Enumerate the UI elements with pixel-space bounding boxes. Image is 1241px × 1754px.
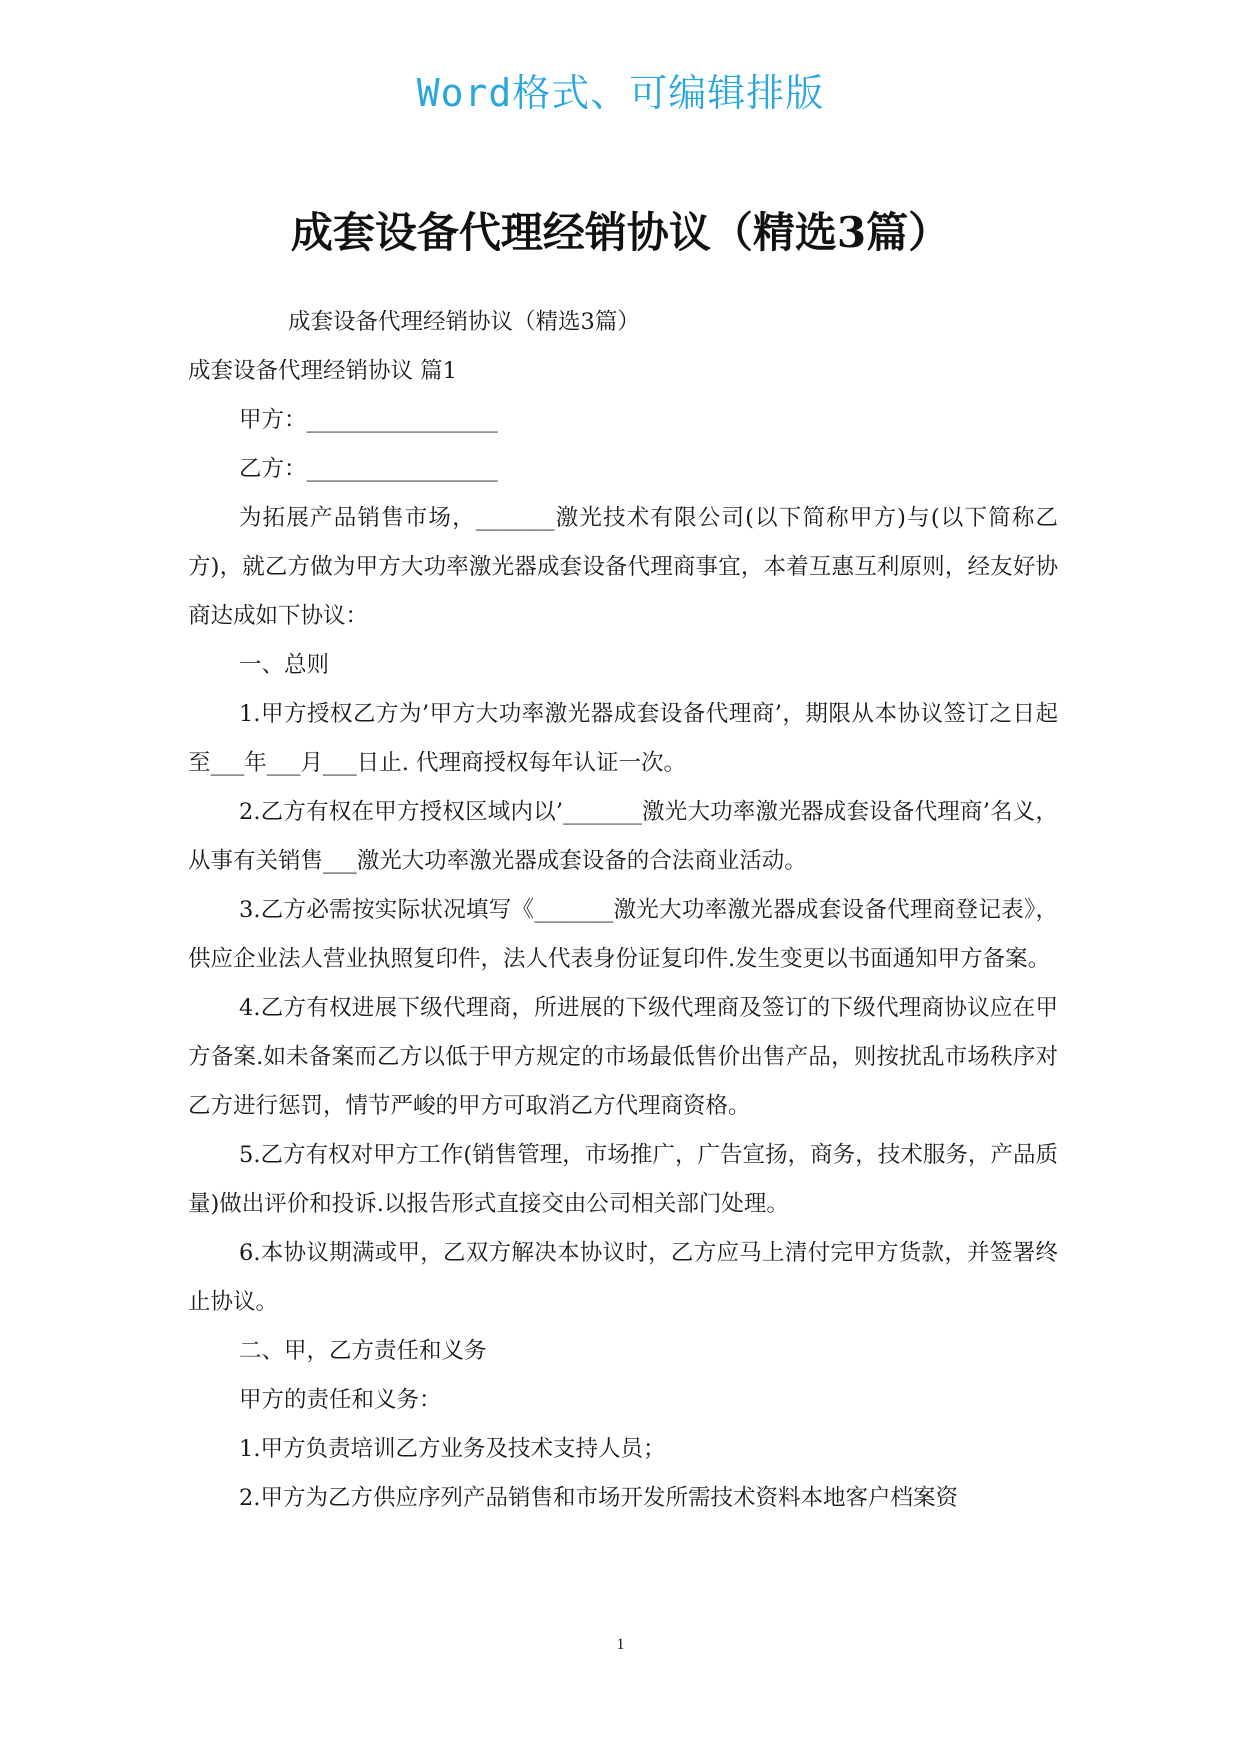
document-title: 成套设备代理经销协议（精选3篇） — [290, 208, 951, 257]
page-number: 1 — [616, 1636, 625, 1653]
document-body — [188, 298, 1058, 1523]
heading-general: 一、总则 — [239, 652, 330, 678]
document-subtitle: 成套设备代理经销协议（精选3篇） — [288, 309, 640, 335]
party-b-line: 乙方：_________________ — [239, 456, 498, 482]
clause-2: 2.乙方有权在甲方授权区域内以’_______激光大功率激光器成套设备代理商’名义，从事有关销售___激光大功率激光器成套设备的合法商业活动。 — [188, 799, 1058, 874]
clause-6: 6.本协议期满或甲，乙双方解决本协议时，乙方应马上清付完甲方货款，并签署终止协议。 — [188, 1240, 1058, 1315]
clause-5: 5.乙方有权对甲方工作(销售管理，市场推广，广告宣扬，商务，技术服务，产品质量)做出评价和投诉.以报告形式直接交由公司相关部门处理。 — [188, 1142, 1058, 1217]
intro-paragraph: 为拓展产品销售市场，_______激光技术有限公司(以下简称甲方)与(以下简称乙方)，就乙方做为甲方大功率激光器成套设备代理商事宜，本着互惠互利原则，经友好协商达成如下协议： — [188, 505, 1058, 629]
clause-1: 1.甲方授权乙方为’甲方大功率激光器成套设备代理商’，期限从本协议签订之日起至___年___月___日止. 代理商授权每年认证一次。 — [188, 701, 1058, 776]
heading-duties: 二、甲，乙方责任和义务 — [239, 1338, 487, 1364]
duty-a-2: 2.甲方为乙方供应序列产品销售和市场开发所需技术资料本地客户档案资 — [239, 1485, 958, 1511]
clause-3: 3.乙方必需按实际状况填写《_______激光大功率激光器成套设备代理商登记表》，供应企业法人营业执照复印件，法人代表身份证复印件.发生变更以书面通知甲方备案。 — [188, 897, 1058, 972]
section-heading: 成套设备代理经销协议 篇1 — [188, 358, 457, 384]
duties-a-heading: 甲方的责任和义务： — [239, 1387, 442, 1413]
clause-4: 4.乙方有权进展下级代理商，所进展的下级代理商及签订的下级代理商协议应在甲方备案.如未备案而乙方以低于甲方规定的市场最低售价出售产品，则按扰乱市场秩序对乙方进行惩罚，情节严峻的甲方可取消乙方代理商资格。 — [188, 995, 1058, 1119]
party-a-line: 甲方：_________________ — [239, 407, 498, 433]
watermark-header: Word格式、可编辑排版 — [416, 71, 825, 115]
duty-a-1: 1.甲方负责培训乙方业务及技术支持人员； — [239, 1436, 666, 1462]
